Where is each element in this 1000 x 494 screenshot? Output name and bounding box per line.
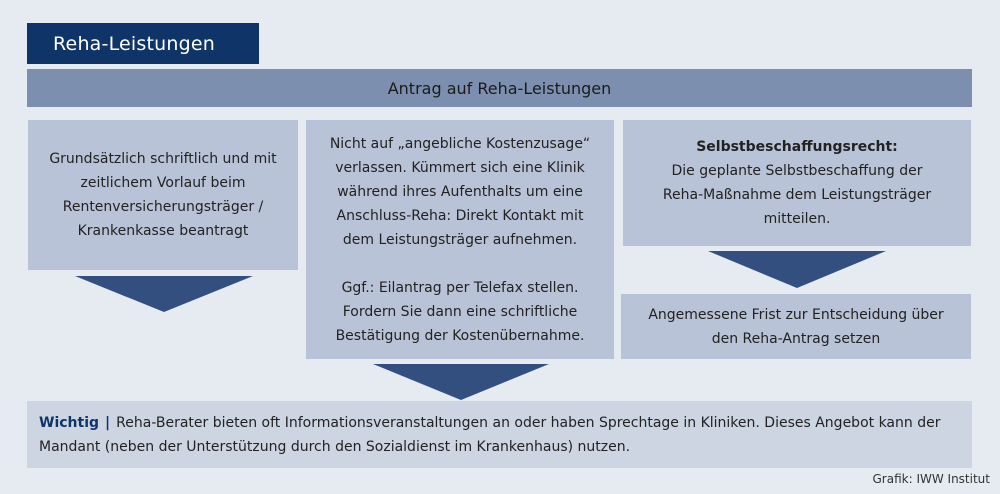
arrow-down-icon xyxy=(373,364,549,400)
box-cost-commitment xyxy=(306,120,614,359)
page-title: Reha-Leistungen xyxy=(53,32,216,55)
box3-line: Reha-Maßnahme dem Leistungsträger xyxy=(662,187,932,203)
box4-line: den Reha-Antrag setzen xyxy=(711,330,881,347)
box1-line: Grundsätzlich schriftlich und mit xyxy=(49,151,277,167)
note-separator: | xyxy=(105,415,111,431)
box2-line: Anschluss-Reha: Direkt Kontakt mit xyxy=(336,207,584,224)
box4-line: Angemessene Frist zur Entscheidung über xyxy=(648,306,944,323)
box2-line: dem Leistungsträger aufnehmen. xyxy=(342,231,578,248)
box1-line: Krankenkasse beantragt xyxy=(77,223,249,239)
header-bar xyxy=(27,69,972,107)
box3-line: mitteilen. xyxy=(763,211,831,227)
box2-line: Ggf.: Eilantrag per Telefax stellen. xyxy=(341,279,579,296)
box2-line: Bestätigung der Kostenübernahme. xyxy=(335,327,585,344)
credit-text: Grafik: IWW Institut xyxy=(872,472,990,486)
note-text: Reha-Berater bieten oft Informationsveranstaltungen an oder haben Sprechtage in Kliniken. Dieses Angebot kann der Mandant (neben der Unterstützung durch den Sozialdienst im Krankenhaus) nutzen. xyxy=(39,415,941,455)
box-self-procurement xyxy=(623,120,971,246)
box3-line: Die geplante Selbstbeschaffung der xyxy=(671,163,923,179)
arrow-down-icon xyxy=(75,276,253,312)
header-title: Antrag auf Reha-Leistungen xyxy=(387,78,612,98)
box1-line: Rentenversicherungsträger / xyxy=(62,199,264,215)
box2-line: verlassen. Kümmert sich eine Klinik xyxy=(335,159,585,176)
title-tab xyxy=(27,23,259,64)
arrow-down-icon xyxy=(708,251,886,288)
box1-line: zeitlichem Vorlauf beim xyxy=(80,175,246,191)
box2-line: während ihres Aufenthalts um eine xyxy=(337,183,583,200)
note-label: Wichtig xyxy=(39,415,100,431)
box-application-written xyxy=(28,120,298,270)
box3-heading: Selbstbeschaffungsrecht: xyxy=(696,139,898,155)
note-box xyxy=(27,401,972,468)
box-deadline xyxy=(621,294,971,359)
box2-line: Nicht auf „angebliche Kostenzusage“ xyxy=(329,135,591,152)
box2-line: Fordern Sie dann eine schriftliche xyxy=(342,303,578,320)
